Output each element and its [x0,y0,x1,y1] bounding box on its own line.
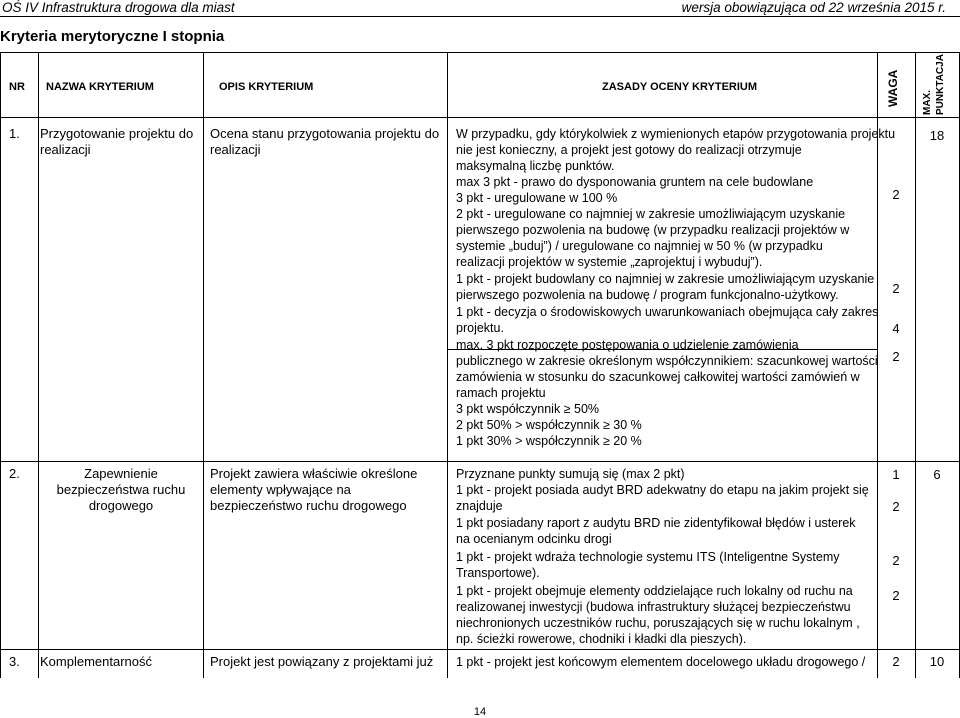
row2-rule-weight: 2 [892,553,900,568]
row2-rule-line: 1 pkt posiadany raport z audytu BRD nie zidentyfikował błędów i usterek [456,516,856,530]
column-divider [915,53,916,678]
row2-rule-line: znajduje [456,499,503,513]
row2-rule-line: niechronionych uczestników ruchu, poruszających się w ruchu lokalnym , [456,616,860,630]
column-header-nazwa: NAZWA KRYTERIUM [46,81,154,93]
row2-nr: 2. [9,466,20,481]
row2-rule-line: realizowanej inwestycji (budowa infrastruktury służącej bezpieczeństwu [456,600,851,614]
column-header-max [921,54,947,115]
row2-rule-line: Przyznane punkty sumują się (max 2 pkt) [456,467,685,481]
row2-rule-line: 1 pkt - projekt posiada audyt BRD adekwatny do etapu na jakim projekt się [456,483,869,497]
row3-description: Projekt jest powiązany z projektami już [210,654,434,669]
row1-rule-line: maksymalną liczbę punktów. [456,159,615,173]
column-divider [203,53,204,678]
row1-rule-line: pierwszego pozwolenia na budowę / program funkcjonalno-użytkowy. [456,288,839,302]
row2-rule-weight: 2 [892,588,900,603]
row1-max-points: 18 [929,128,945,143]
row2-name: Zapewnienie bezpieczeństwa ruchu drogowego [56,466,186,513]
row1-rule-line: zamówienia w stosunku do szacunkowej całkowitej wartości zamówień w [456,370,860,384]
row2-rule-line: 1 pkt - projekt obejmuje elementy oddzielające ruch lokalny od ruchu na [456,584,853,598]
page-title: Kryteria merytoryczne I stopnia [0,28,225,45]
row3-rule-line: 1 pkt - projekt jest końcowym elementem docelowego układu drogowego / [456,655,866,669]
row1-nr: 1. [9,126,20,141]
row1-rule-line: 1 pkt 30% > współczynnik ≥ 20 % [456,434,642,448]
row1-rule-line: 2 pkt 50% > współczynnik ≥ 30 % [456,418,642,432]
document-header-right: wersja obowiązująca od 22 września 2015 r. [681,0,946,15]
row1-rule-line: max. 3 pkt rozpoczęte postępowania o udzielenie zamówienia [456,338,799,352]
row3-max-points: 10 [929,654,945,669]
row3-name: Komplementarność [40,654,152,669]
column-divider [447,53,448,678]
row1-rule-line: realizacji projektów w systemie „zaprojektuj i wybuduj”). [456,255,763,269]
column-header-zasady: ZASADY OCENY KRYTERIUM [602,81,758,93]
row1-rule-line: W przypadku, gdy którykolwiek z wymienionych etapów przygotowania projektu [456,127,896,141]
row2-weight: 1 [892,467,900,482]
row-divider [1,461,959,462]
column-header-waga: WAGA [886,69,900,107]
row2-rule-line: Transportowe). [456,566,540,580]
document-header-left: OŚ IV Infrastruktura drogowa dla miast [2,0,235,15]
row2-rule-line: 1 pkt - projekt wdraża technologie systemu ITS (Inteligentne Systemy [456,550,840,564]
row1-weight: 2 [892,187,900,202]
row1-rule-line: 1 pkt - decyzja o środowiskowych uwarunkowaniach obejmująca cały zakres [456,305,879,319]
row1-rule-line: pierwszego pozwolenia na budowę (w przypadku realizacji projektów w [456,223,850,237]
row1-rule-line: projektu. [456,321,504,335]
header-row-divider [1,117,959,118]
row1-weight: 4 [892,321,900,336]
column-header-nr: NR [9,81,25,93]
row2-description: Projekt zawiera właściwie określone elementy wpływające na bezpieczeństwo ruchu drogowego [210,466,418,513]
row1-rule-line: publicznego w zakresie określonym współczynnikiem: szacunkowej wartości [456,354,878,368]
column-header-max-line2: PUNKTACJA [935,54,946,115]
row2-rule-line: na ocenianym odcinku drogi [456,532,612,546]
row1-rule-line: max 3 pkt - prawo do dysponowania gruntem na cele budowlane [456,175,814,189]
row1-rule-line: 3 pkt - uregulowane w 100 % [456,191,618,205]
column-header-opis: OPIS KRYTERIUM [219,81,314,93]
row1-rule-line: 1 pkt - projekt budowlany co najmniej w zakresie umożliwiającym uzyskanie [456,272,875,286]
row2-max-points: 6 [933,467,941,482]
row1-weight: 2 [892,281,900,296]
row2-rule-weight: 2 [892,499,900,514]
header-rule [0,16,960,17]
row3-nr: 3. [9,654,20,669]
row1-rule-line: ramach projektu [456,386,546,400]
row-divider [1,649,959,650]
row1-weight: 2 [892,349,900,364]
row1-name: Przygotowanie projektu do realizacji [40,126,194,157]
row1-description: Ocena stanu przygotowania projektu do realizacji [210,126,440,157]
criteria-table [0,52,960,678]
row3-weight: 2 [892,654,900,669]
row1-rule-line: nie jest konieczny, a projekt jest gotowy do realizacji otrzymuje [456,143,802,157]
page-number: 14 [473,706,487,718]
row1-rule-line: systemie „buduj”) / uregulowane co najmniej w 50 % (w przypadku [456,239,823,253]
column-header-max-line1: MAX. [922,90,933,115]
column-divider [38,53,39,678]
row2-rule-line: np. ścieżki rowerowe, chodniki i kładki dla pieszych). [456,632,747,646]
row1-rule-line: 3 pkt współczynnik ≥ 50% [456,402,600,416]
row1-rule-line: 2 pkt - uregulowane co najmniej w zakresie umożliwiającym uzyskanie [456,207,846,221]
